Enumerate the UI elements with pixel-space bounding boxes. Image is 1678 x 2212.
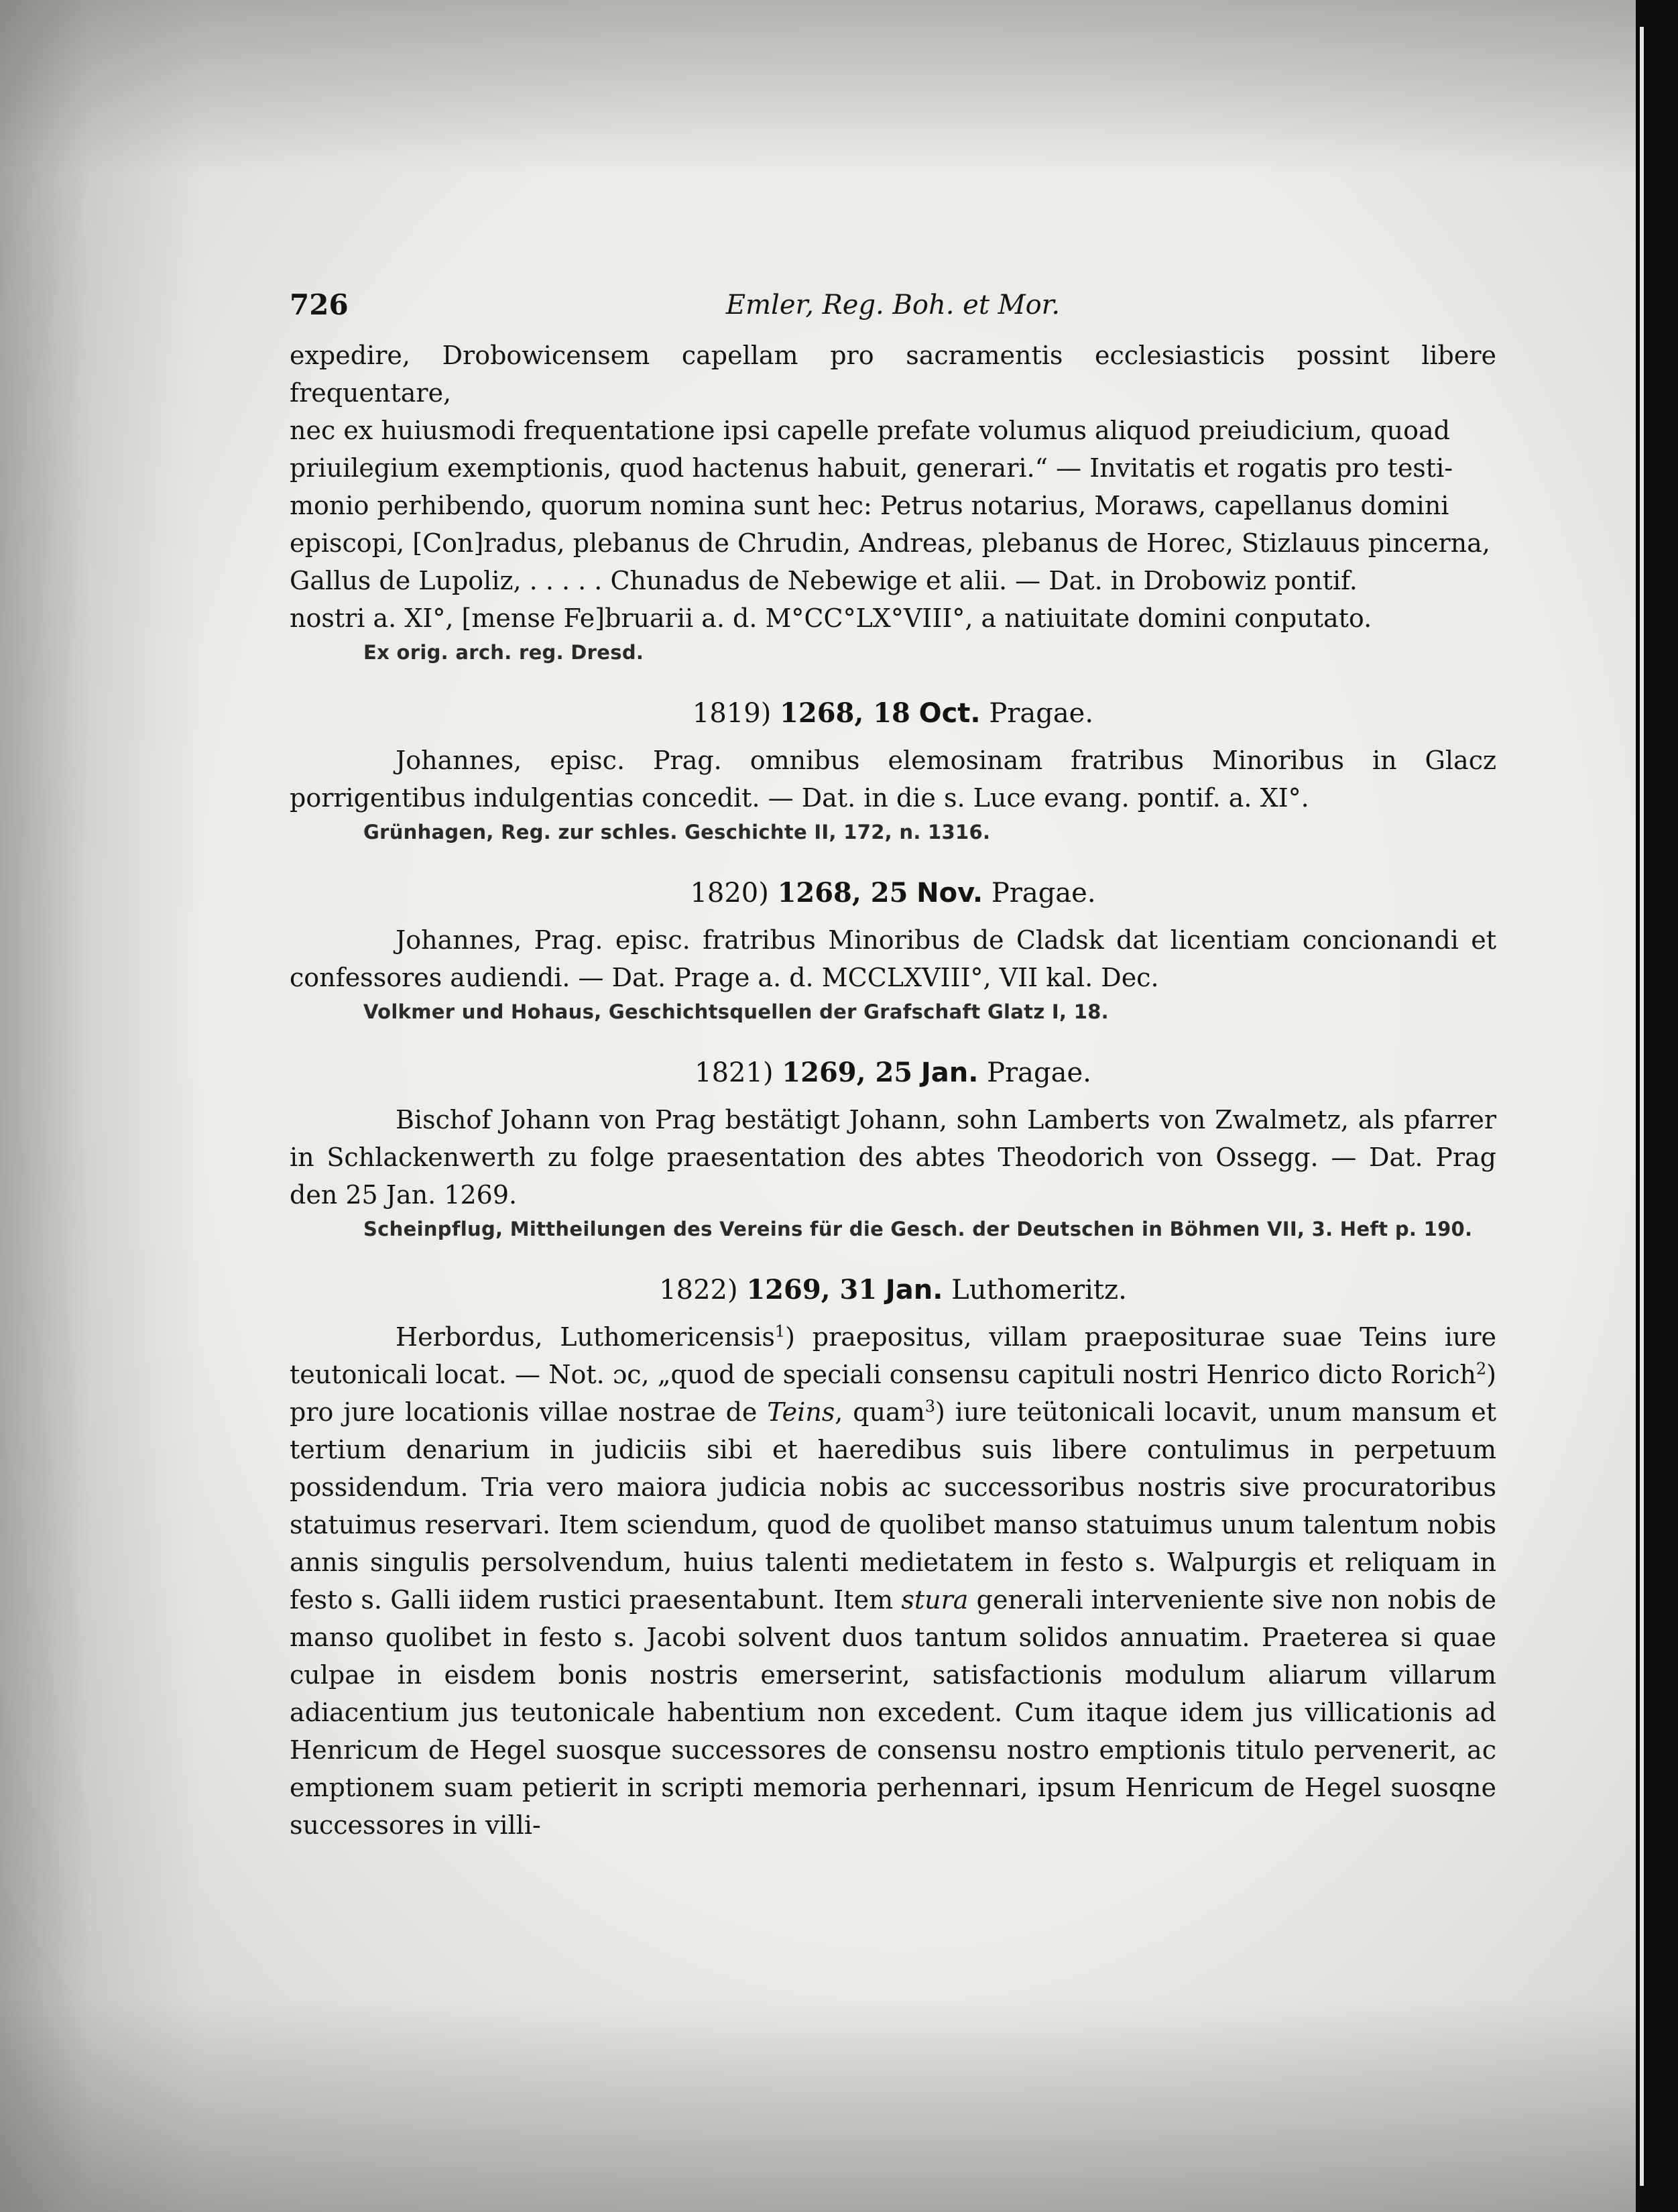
entry-heading — [290, 1271, 1496, 1309]
italic-term: stura — [901, 1585, 969, 1615]
continuation-line: Gallus de Lupoliz, . . . . . Chunadus de Nebewige et alii. — Dat. in Drobowiz pontif. — [290, 566, 1358, 595]
text-segment: ) iure teütonicali locavit, unum mansum et tertium denarium in judiciis sibi et haeredibus suis libere contulimus in perpetuum possidendum. Tria vero maiora judicia nobis ac successoribus nostris sive procuratoribus statuimus reservari. Item sciendum, quod de quolibet manso statuimus unum talentum nobis annis singulis persolvendum, huius talenti medietatem in festo s. Walpurgis et reliquam in festo s. Galli iidem rustici praesentabunt. Item — [290, 1397, 1496, 1615]
regest-entry-1819 — [290, 695, 1496, 848]
entry-month: Jan. — [885, 1275, 943, 1305]
entry-number: 1819) — [692, 698, 772, 729]
entry-source: Scheinpflug, Mittheilungen des Vereins für die Gesch. der Deutschen in Böhmen VII, 3. Heft p. 190. — [363, 1218, 1473, 1240]
entry-number: 1821) — [695, 1057, 774, 1088]
entry-month: Nov. — [916, 878, 983, 909]
entry-date: 1269, 25 — [782, 1057, 913, 1088]
entry-text: Bischof Johann von Prag bestätigt Johann, sohn Lamberts von Zwalmetz, als pfarrer in Schlackenwerth zu folge praesentation des abtes Theodorich von Ossegg. — Dat. Prag den 25 Jan. 1269. — [290, 1105, 1496, 1210]
footnote-marker: 2 — [1476, 1359, 1487, 1379]
entry-heading — [290, 695, 1496, 732]
entry-month: Jan. — [920, 1057, 979, 1088]
continuation-line: monio perhibendo, quorum nomina sunt hec: Petrus notarius, Moraws, capellanus domini — [290, 491, 1449, 520]
entry-month: Oct. — [918, 698, 981, 729]
entry-place: Luthomeritz. — [951, 1275, 1127, 1305]
entry-number: 1822) — [659, 1275, 738, 1305]
continuation-line: expedire, Drobowicensem capellam pro sacramentis ecclesiasticis possint libere frequentare, — [290, 341, 1496, 408]
continuation-line: nec ex huiusmodi frequentatione ipsi capelle prefate volumus aliquod preiudicium, quoad — [290, 416, 1450, 445]
page-edge-line — [1640, 27, 1644, 2186]
text-segment: Herbordus, Luthomericensis — [396, 1322, 775, 1352]
running-title: Emler, Reg. Boh. et Mor. — [725, 290, 1061, 321]
continuation-source: Ex orig. arch. reg. Dresd. — [363, 641, 644, 664]
page-content — [290, 288, 1496, 1844]
entry-place: Pragae. — [991, 878, 1096, 909]
page-number: 726 — [290, 288, 349, 321]
scan-shadow-left — [0, 0, 201, 2212]
continuation-line: nostri a. XI°, [mense Fe]bruarii a. d. M°CC°LX°VIII°, a natiuitate domini conputato. — [290, 603, 1372, 633]
continuation-line: episcopi, [Con]radus, plebanus de Chrudin, Andreas, plebanus de Horec, Stizlauus pincerna, — [290, 528, 1490, 558]
scan-shadow-bottom — [0, 1997, 1636, 2212]
scan-shadow-top — [0, 0, 1636, 174]
entry-heading — [290, 874, 1496, 912]
page-header — [290, 288, 1496, 329]
regest-entry-1822 — [290, 1271, 1496, 1844]
entry-source: Volkmer und Hohaus, Geschichtsquellen der Grafschaft Glatz I, 18. — [363, 1000, 1109, 1023]
continuation-block — [290, 337, 1496, 668]
entry-date: 1268, 25 — [777, 877, 908, 909]
entry-text — [290, 1318, 1496, 1844]
text-segment: ) praepositus, villam praepositurae suae Teins iure teutonicali locat. — Not. ɔc, „quod de speciali consensu capituli nostri Henrico dicto Rorich — [290, 1322, 1497, 1389]
footnote-marker: 3 — [924, 1397, 936, 1416]
regest-entry-1820 — [290, 874, 1496, 1027]
entry-text: Johannes, episc. Prag. omnibus elemosinam fratribus Minoribus in Glacz porrigentibus indulgentias concedit. — Dat. in die s. Luce evang. pontif. a. XI°. — [290, 746, 1496, 813]
entry-source: Grünhagen, Reg. zur schles. Geschichte II, 172, n. 1316. — [363, 821, 991, 843]
text-segment: , quam — [835, 1397, 925, 1427]
entry-number: 1820) — [690, 878, 769, 909]
italic-term: Teins — [767, 1397, 835, 1427]
entry-date: 1269, 31 — [746, 1274, 878, 1305]
footnote-marker: 1 — [774, 1322, 786, 1341]
regest-entry-1821 — [290, 1054, 1496, 1244]
continuation-line: priuilegium exemptionis, quod hactenus habuit, generari.“ — Invitatis et rogatis pro testi- — [290, 453, 1453, 483]
entry-text: Johannes, Prag. episc. fratribus Minoribus de Cladsk dat licentiam concionandi et confessores audiendi. — Dat. Prage a. d. MCCLXVIII°, VII kal. Dec. — [290, 925, 1496, 992]
entry-heading — [290, 1054, 1496, 1092]
entry-place: Pragae. — [987, 1057, 1091, 1088]
entry-place: Pragae. — [989, 698, 1094, 729]
text-segment: ) pro jure locationis villae nostrae de — [290, 1360, 1496, 1427]
entry-date: 1268, 18 — [780, 697, 910, 729]
text-segment: generali interveniente sive non nobis de manso quolibet in festo s. Jacobi solvent duos tantum solidos annuatim. Praeterea si quae culpae in eisdem bonis nostris emerserint, satisfactionis modulum aliarum villarum adiacentium jus teutonicale habentium non excedent. Cum itaque idem jus villicationis ad Henricum de Hegel suosque successores de consensu nostro emptionis titulo pervenerit, ac emptionem suam petierit in scripti memoria perhennari, ipsum Henricum de Hegel suosqne successores in villi- — [290, 1585, 1497, 1840]
